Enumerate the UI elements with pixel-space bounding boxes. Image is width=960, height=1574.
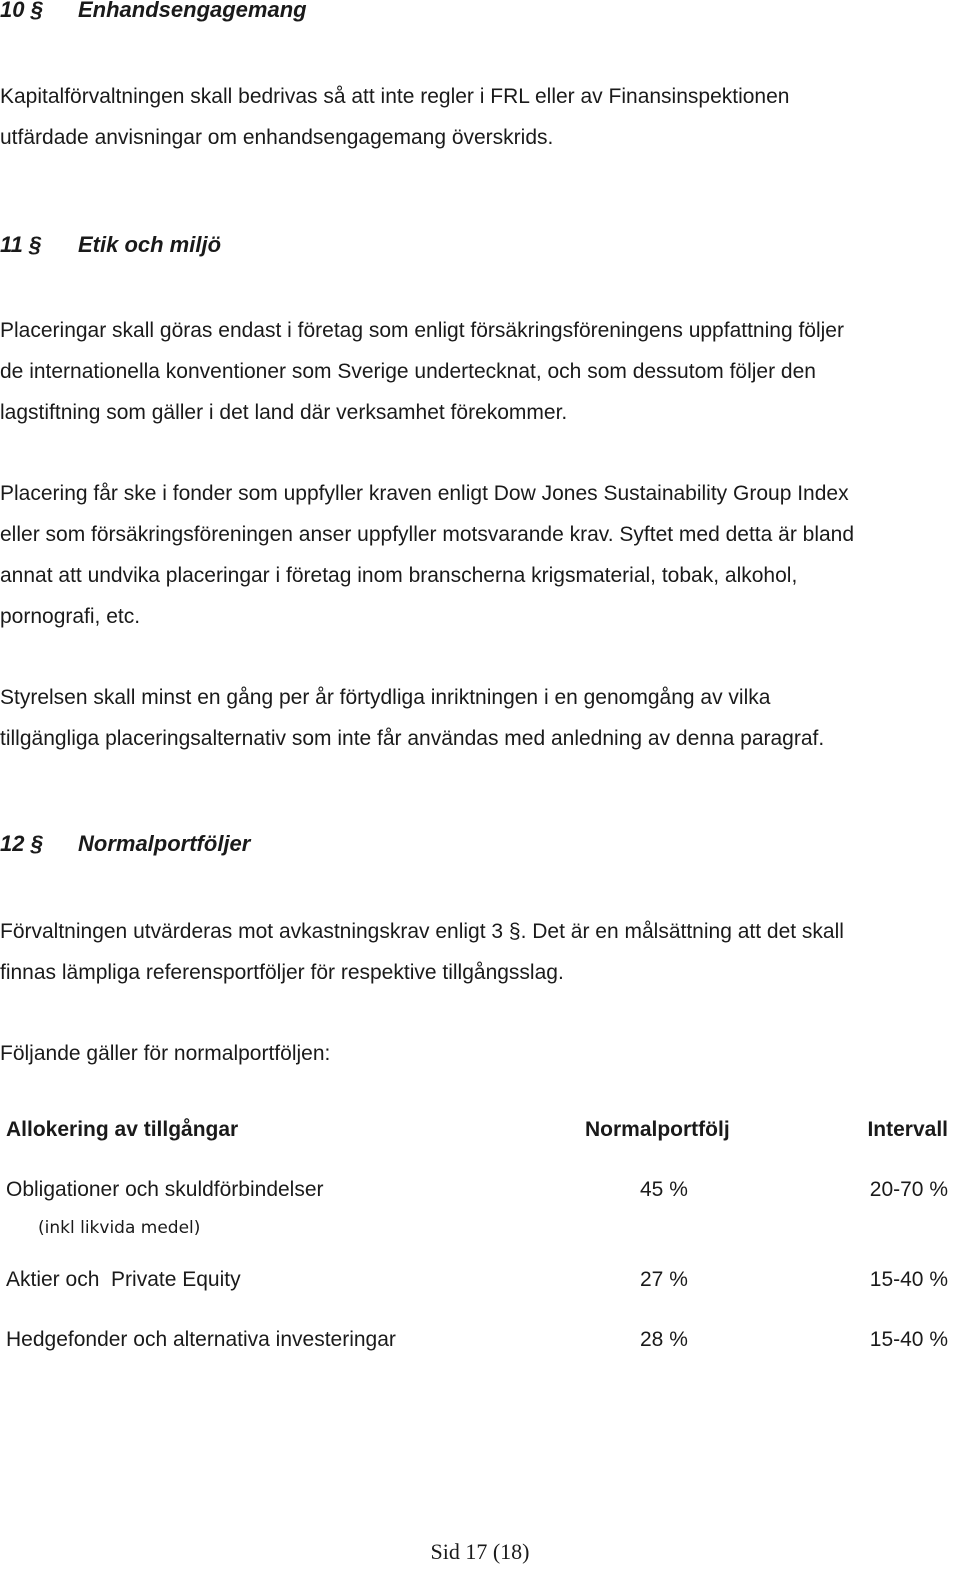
header-normal: Normalportfölj (585, 1118, 730, 1141)
section-number: 11 § (0, 232, 42, 257)
section-number: 10 § (0, 0, 43, 22)
table-row (6, 1268, 956, 1308)
paragraph-line: Placering får ske i fonder som uppfyller kraven enligt Dow Jones Sustainability Group Index (0, 482, 849, 505)
paragraph-line: annat att undvika placeringar i företag inom branscherna krigsmaterial, tobak, alkohol, (0, 564, 798, 587)
paragraph-line: de internationella konventioner som Sverige undertecknat, och som dessutom följer den (0, 360, 816, 383)
normal-value: 45 % (640, 1178, 688, 1201)
section-number: 12 § (0, 831, 43, 856)
paragraph-line: Placeringar skall göras endast i företag som enligt försäkringsföreningens uppfattning följer (0, 319, 844, 342)
paragraph (0, 76, 789, 158)
section-11-heading (0, 232, 221, 258)
paragraph-line: Följande gäller för normalportföljen: (0, 1042, 331, 1065)
paragraph-line: eller som försäkringsföreningen anser uppfyller motsvarande krav. Syftet med detta är bland (0, 523, 855, 546)
header-asset: Allokering av tillgångar (6, 1118, 239, 1141)
paragraph-line: lagstiftning som gäller i det land där verksamhet förekommer. (0, 401, 568, 424)
paragraph-line: pornografi, etc. (0, 605, 141, 628)
section-10-heading (0, 0, 307, 23)
paragraph-line: utfärdade anvisningar om enhandsengagemang överskrids. (0, 126, 554, 149)
normal-value: 27 % (640, 1268, 688, 1291)
asset-name: Hedgefonder och alternativa investeringar (6, 1328, 396, 1351)
paragraph-line: tillgängliga placeringsalternativ som inte får användas med anledning av denna paragraf. (0, 727, 825, 750)
paragraph (0, 677, 824, 759)
section-title: Normalportföljer (78, 831, 251, 856)
table-row (6, 1328, 956, 1368)
interval-value: 15-40 % (869, 1328, 948, 1351)
asset-name: Aktier och Private Equity (6, 1268, 241, 1291)
paragraph (0, 911, 844, 993)
paragraph-line: Förvaltningen utvärderas mot avkastningskrav enligt 3 §. Det är en målsättning att det skall (0, 920, 844, 943)
interval-value: 15-40 % (869, 1268, 948, 1291)
section-12-heading (0, 831, 250, 857)
paragraph (0, 1033, 330, 1074)
section-title: Etik och miljö (78, 232, 222, 257)
interval-value: 20-70 % (869, 1178, 948, 1201)
header-interval: Intervall (867, 1118, 948, 1141)
paragraph-line: finnas lämpliga referensportföljer för respektive tillgångsslag. (0, 961, 564, 984)
asset-name: Obligationer och skuldförbindelser (6, 1178, 324, 1201)
normal-value: 28 % (640, 1328, 688, 1351)
page-number: Sid 17 (18) (430, 1539, 530, 1564)
section-title: Enhandsengagemang (78, 0, 307, 22)
table-header-row (6, 1118, 956, 1158)
paragraph-line: Kapitalförvaltningen skall bedrivas så att inte regler i FRL eller av Finansinspektionen (0, 85, 790, 108)
paragraph (0, 310, 844, 433)
table-row (6, 1178, 956, 1218)
asset-note: (inkl likvida medel) (38, 1218, 201, 1238)
paragraph-line: Styrelsen skall minst en gång per år förtydliga inriktningen i en genomgång av vilka (0, 686, 771, 709)
paragraph (0, 473, 854, 637)
